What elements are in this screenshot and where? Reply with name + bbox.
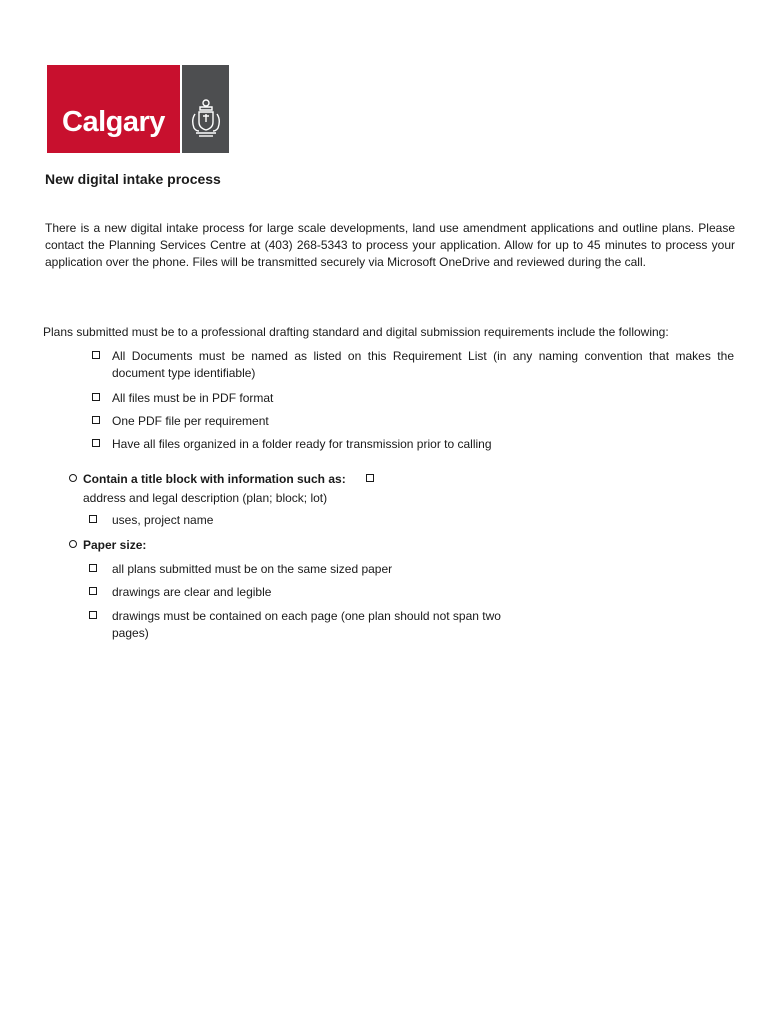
logo-wordmark: Calgary (47, 65, 180, 153)
checkbox-icon (89, 611, 97, 619)
paper-size-item: drawings must be contained on each page (one plan should not span two pages) (112, 609, 501, 640)
checkbox-icon (366, 474, 374, 482)
checkbox-icon (89, 587, 97, 595)
coat-of-arms-icon (182, 65, 229, 153)
requirement-item: All Documents must be named as listed on this Requirement List (in any naming convention that makes the document type identifiable) (112, 349, 734, 380)
paper-size-item: drawings are clear and legible (112, 585, 272, 599)
requirement-item: One PDF file per requirement (112, 414, 269, 428)
title-block-line: uses, project name (112, 513, 214, 527)
requirement-item: Have all files organized in a folder ready for transmission prior to calling (112, 437, 492, 451)
checkbox-icon (92, 393, 100, 401)
intro-paragraph: There is a new digital intake process for large scale developments, land use amendment applications and outline plans. Please contact the Planning Services Centre at (403) 268-5343 to process your application. Allow for up to 45 minutes to process your application over the phone. Files will be transmitted securely via Microsoft OneDrive and reviewed during the call. (45, 221, 735, 269)
plans-intro: Plans submitted must be to a professional drafting standard and digital submission requirements include the following: (43, 325, 669, 339)
bullet-circle-icon (69, 540, 77, 548)
checkbox-icon (92, 439, 100, 447)
title-block-line: address and legal description (plan; block; lot) (83, 491, 328, 505)
paper-size-heading: Paper size: (83, 538, 147, 552)
calgary-logo (47, 65, 229, 153)
requirement-item: All files must be in PDF format (112, 391, 274, 405)
title-block-heading: Contain a title block with information such as: (83, 472, 346, 486)
paper-size-item: all plans submitted must be on the same sized paper (112, 562, 393, 576)
checkbox-icon (89, 564, 97, 572)
page-title: New digital intake process (45, 171, 221, 187)
checkbox-icon (92, 351, 100, 359)
bullet-circle-icon (69, 474, 77, 482)
checkbox-icon (89, 515, 97, 523)
checkbox-icon (92, 416, 100, 424)
